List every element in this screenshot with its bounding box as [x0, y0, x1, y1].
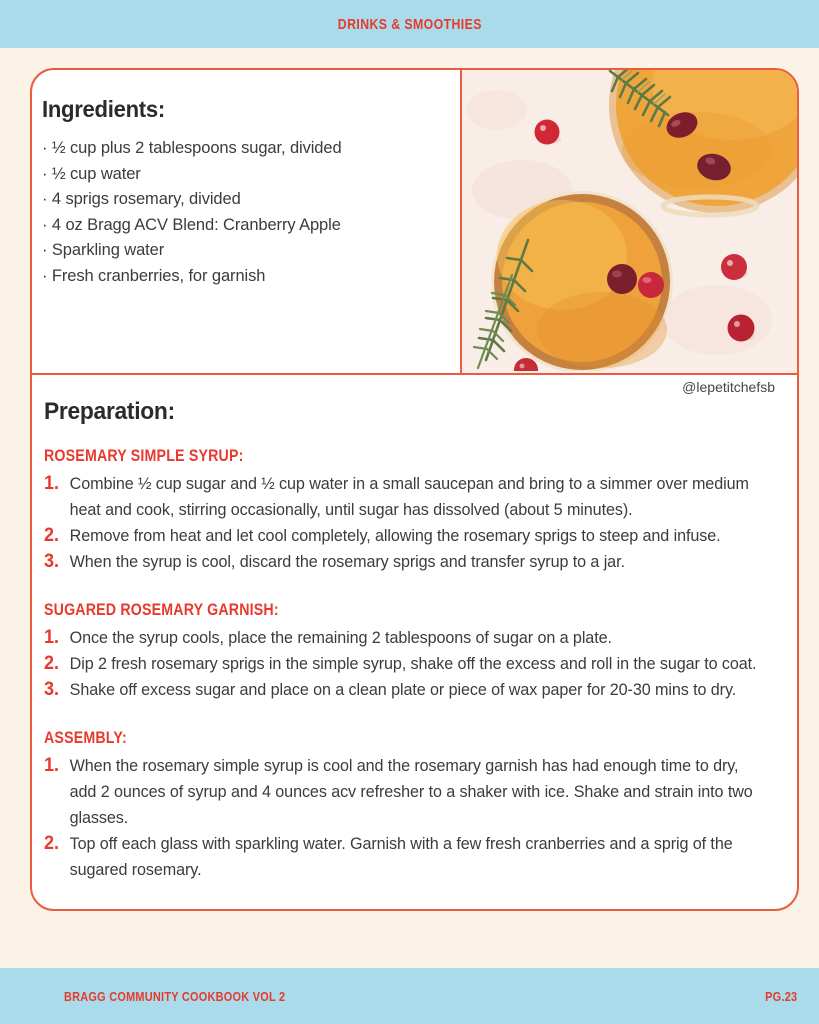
ingredient-item: · ½ cup water — [42, 162, 444, 188]
prep-subsection-title: SUGARED ROSEMARY GARNISH: — [44, 600, 279, 619]
page-header-title: DRINKS & SMOOTHIES — [337, 15, 482, 33]
ingredient-item: · Sparkling water — [42, 238, 444, 264]
preparation-heading: Preparation: — [44, 398, 175, 425]
step-number: 1. — [44, 627, 60, 648]
header-band — [0, 0, 819, 48]
prep-step — [44, 625, 766, 651]
step-text: Top off each glass with sparkling water. Garnish with a few fresh cranberries and a sprig of the sugared rosemary. — [69, 834, 733, 879]
prep-step — [44, 549, 766, 575]
card-top-row — [32, 70, 797, 375]
prep-step — [44, 831, 766, 883]
step-text: When the rosemary simple syrup is cool and the rosemary garnish has had enough time to dry, add 2 ounces of syrup and 4 ounces acv refresher to a shaker with ice. Shake and strain into two glasses. — [69, 756, 753, 827]
prep-subsection-title: ROSEMARY SIMPLE SYRUP: — [44, 446, 244, 465]
step-number: 2. — [44, 833, 60, 854]
step-number: 1. — [44, 473, 60, 494]
ingredient-item: · 4 sprigs rosemary, divided — [42, 187, 444, 213]
step-number: 2. — [44, 525, 60, 546]
prep-step — [44, 651, 766, 677]
prep-step — [44, 677, 766, 703]
ingredients-list — [42, 136, 444, 289]
cranberry — [638, 272, 664, 298]
ingredient-item: · Fresh cranberries, for garnish — [42, 264, 444, 290]
recipe-card — [30, 68, 799, 911]
prep-step — [44, 753, 766, 831]
ingredients-heading: Ingredients: — [42, 96, 165, 122]
preparation-section — [44, 398, 766, 883]
prep-subsection-assembly — [44, 726, 766, 883]
step-number: 2. — [44, 653, 60, 674]
footer-band — [0, 968, 819, 1024]
step-text: Dip 2 fresh rosemary sprigs in the simple syrup, shake off the excess and roll in the sugar to coat. — [69, 654, 757, 673]
prep-subsection-simple-syrup — [44, 444, 766, 575]
step-text: Remove from heat and let cool completely, allowing the rosemary sprigs to steep and infuse. — [69, 526, 721, 545]
photo-credit: @lepetitchefsb — [682, 379, 775, 395]
page-content — [0, 48, 819, 968]
ingredient-item: · ½ cup plus 2 tablespoons sugar, divided — [42, 136, 444, 162]
step-text: When the syrup is cool, discard the rosemary sprigs and transfer syrup to a jar. — [69, 552, 625, 571]
footer-page-number: PG.23 — [764, 988, 797, 1004]
step-number: 3. — [44, 551, 60, 572]
prep-step — [44, 471, 766, 523]
step-text: Once the syrup cools, place the remaining 2 tablespoons of sugar on a plate. — [69, 628, 612, 647]
recipe-photo — [460, 70, 797, 373]
prep-subsection-title: ASSEMBLY: — [44, 728, 127, 747]
footer-book-title: BRAGG COMMUNITY COOKBOOK VOL 2 — [64, 988, 286, 1004]
prep-step — [44, 523, 766, 549]
step-number: 3. — [44, 679, 60, 700]
step-text: Combine ½ cup sugar and ½ cup water in a small saucepan and bring to a simmer over medium heat and cook, stirring occasionally, until sugar has dissolved (about 5 minutes). — [69, 474, 749, 519]
card-bottom-row — [32, 375, 797, 909]
prep-subsection-sugared-garnish — [44, 598, 766, 703]
ingredient-item: · 4 oz Bragg ACV Blend: Cranberry Apple — [42, 213, 444, 239]
cranberry — [607, 264, 637, 294]
step-number: 1. — [44, 755, 60, 776]
step-text: Shake off excess sugar and place on a clean plate or piece of wax paper for 20-30 mins to dry. — [69, 680, 737, 699]
ingredients-section — [32, 70, 460, 373]
